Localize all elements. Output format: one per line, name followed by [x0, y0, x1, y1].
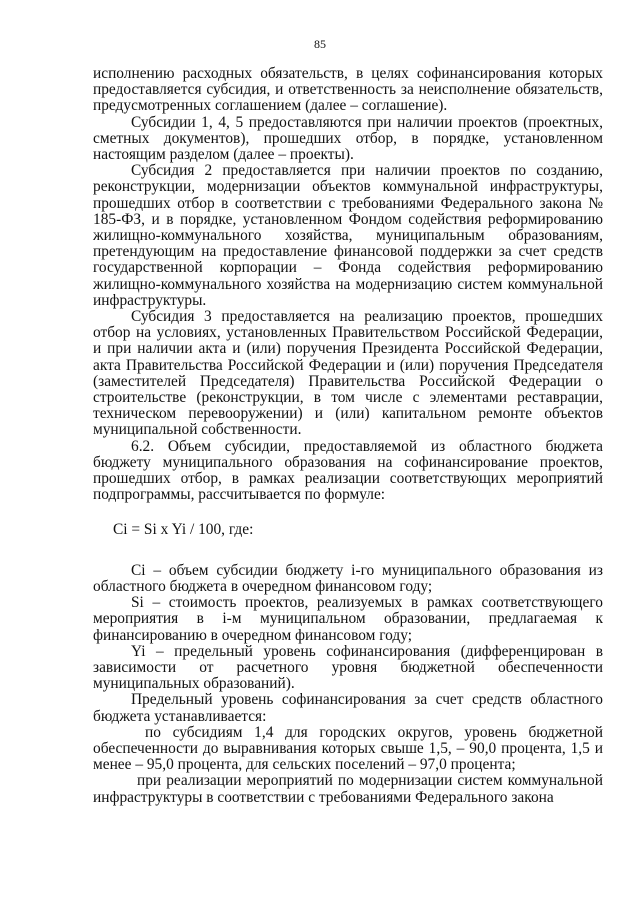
- item-subsidies-1-4: по субсидиям 1,4 для городских округов, уровень бюджетной обеспеченности до выравнивания которых свыше 1,5, – 90,0 процента, 1,5 и менее – 95,0 процента, для сельских поселений – 97,0 процента;: [93, 723, 603, 774]
- paragraph-6-2: 6.2. Объем субсидии, предоставляемой из областного бюджета бюджету муниципального образования на софинансирование проектов, прошедших отбор, в рамках реализации соответствующих мероприятий подпрограммы, рассчитывается по формуле:: [93, 437, 603, 504]
- paragraph-cofinancing-level: Предельный уровень софинансирования за счет средств областного бюджета устанавливается:: [93, 691, 603, 725]
- paragraph-continuation: исполнению расходных обязательств, в целях софинансирования которых предоставляется субсидия, и ответственность за неисполнение обязательств, предусмотренных соглашением (далее – соглашение).: [93, 65, 603, 115]
- document-body: [93, 66, 603, 806]
- paragraph-subsidy-2: Субсидия 2 предоставляется при наличии проектов по созданию, реконструкции, модернизации объектов коммунальной инфраструктуры, прошедших отбор в соответствии с требованиями Федерального закона № 185-ФЗ, и в порядке, установленном Фондом содействия реформированию жилищно-коммунального хозяйства, муниципальным образованиям, претендующим на предоставление финансовой поддержки за счет средств государственной корпорации – Фонда содействия реформированию жилищно-коммунального хозяйства на модернизацию систем коммунальной инфраструктуры.: [93, 162, 603, 309]
- formula: Ci = Si x Yi / 100, где:: [113, 521, 254, 539]
- definition-si: Si – стоимость проектов, реализуемых в рамках соответствующего мероприятия в i-м муниципальном образовании, предлагаемая к финансированию в очередном финансовом году;: [93, 594, 603, 644]
- paragraph-subsidy-3: Субсидия 3 предоставляется на реализацию проектов, прошедших отбор на условиях, установленных Правительством Российской Федерации, и при наличии акта и (или) поручения Президента Российской Федерации, акта Правительства Российской Федерации и (или) поручения Председателя (заместителей Председателя) Правительства Российской Федерации о строительстве (реконструкции, в том числе с элементами реставрации, техническом перевооружении) и (или) капитальном ремонте объектов муниципальной собственности.: [93, 308, 603, 439]
- definition-ci: Ci – объем субсидии бюджету i-го муниципального образования из областного бюджета в очередном финансовом году;: [93, 561, 603, 595]
- item-modernization: при реализации мероприятий по модернизации систем коммунальной инфраструктуры в соответствии с требованиями Федерального закона: [93, 772, 603, 806]
- paragraph-subsidies-1-4-5: Субсидии 1, 4, 5 предоставляются при наличии проектов (проектных, сметных документов), прошедших отбор, в порядке, установленном настоящим разделом (далее – проекты).: [93, 113, 603, 164]
- page-number: 85: [314, 37, 326, 51]
- definition-yi: Yi – предельный уровень софинансирования (дифференцирован в зависимости от расчетного уровня бюджетной обеспеченности муниципальных образований).: [93, 642, 603, 693]
